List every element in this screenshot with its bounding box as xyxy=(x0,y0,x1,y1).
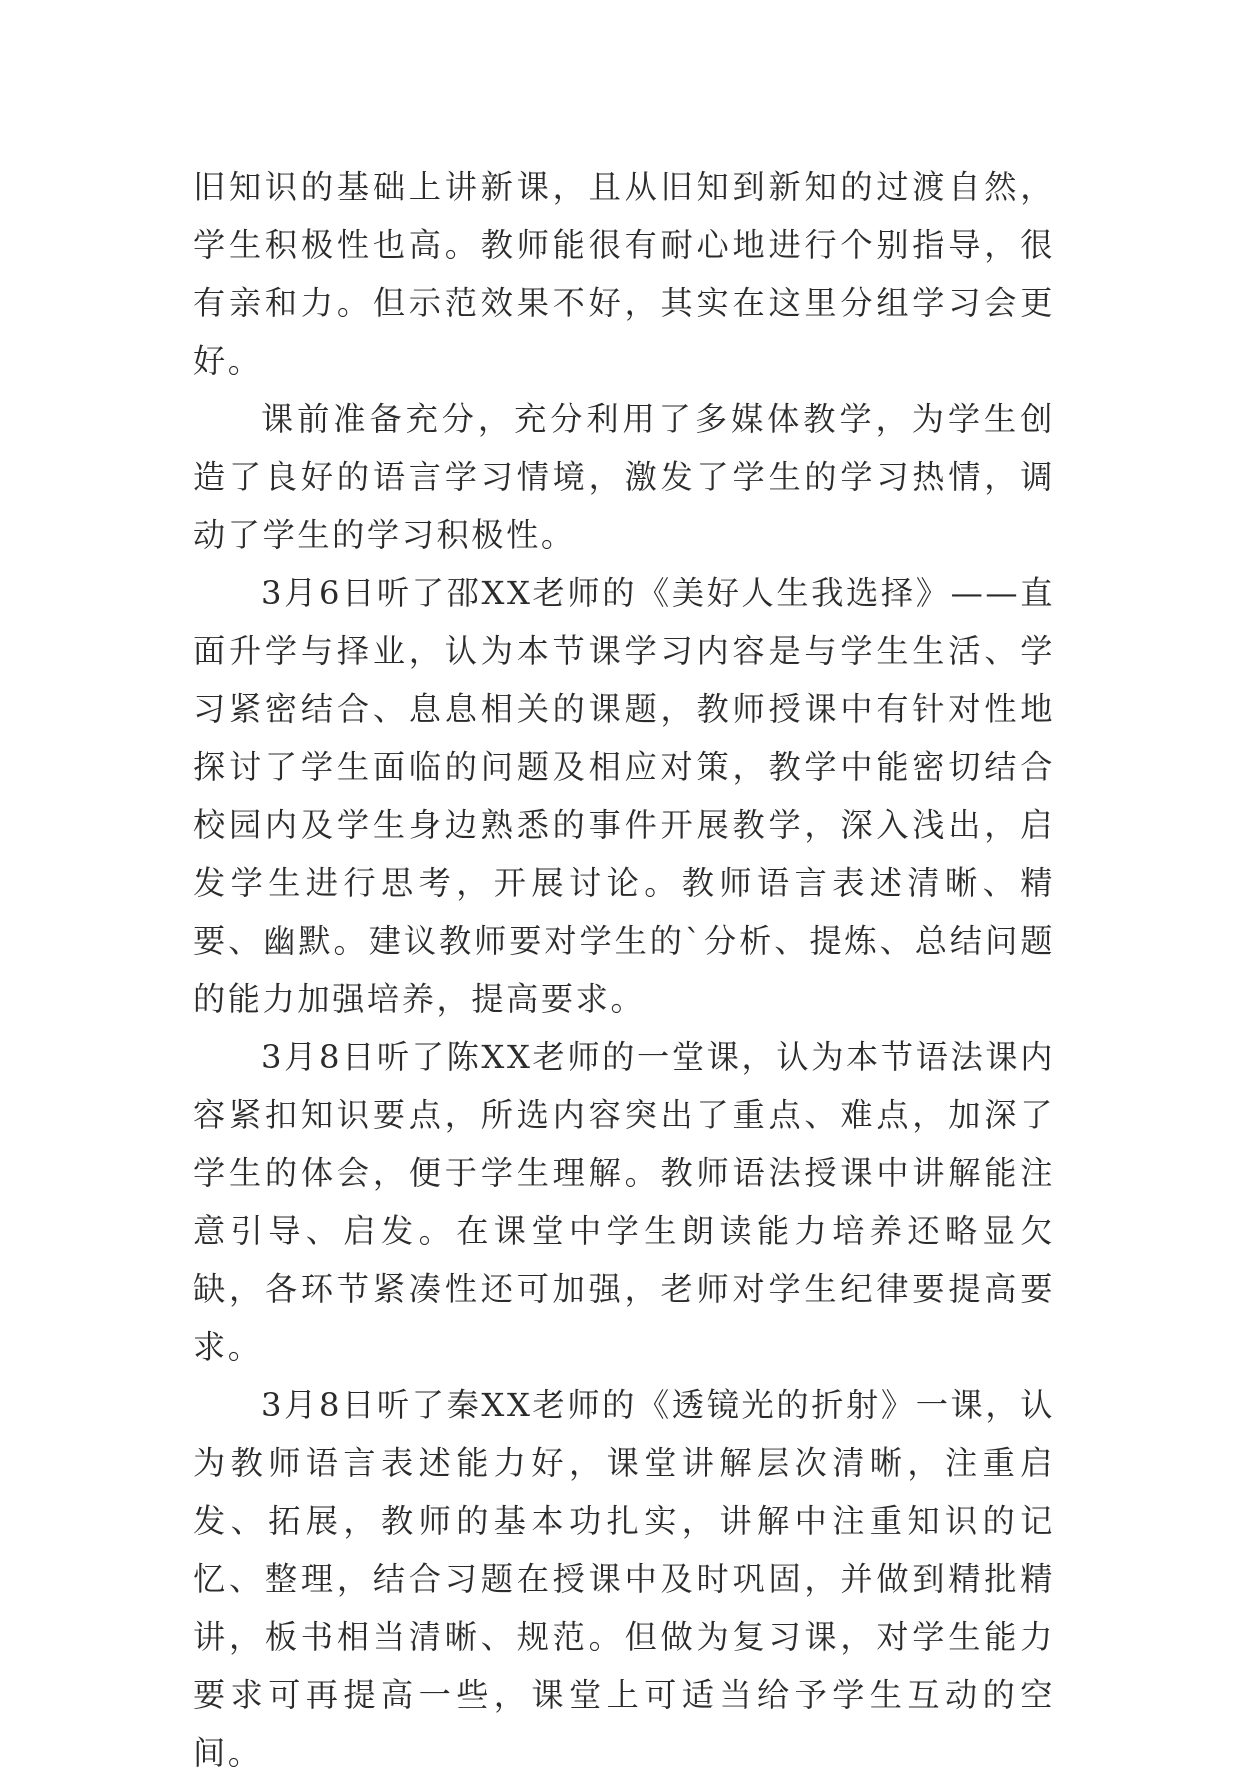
paragraph-5: 3月8日听了秦XX老师的《透镜光的折射》一课，认为教师语言表述能力好，课堂讲解层次清晰，注重启发、拓展，教师的基本功扎实，讲解中注重知识的记忆、整理，结合习题在授课中及时巩固，并做到精批精讲，板书相当清晰、规范。但做为复习课，对学生能力要求可再提高一些，课堂上可适当给予学生互动的空间。 xyxy=(193,1386,1055,1772)
paragraph-1: 旧知识的基础上讲新课，且从旧知到新知的过渡自然，学生积极性也高。教师能很有耐心地进行个别指导，很有亲和力。但示范效果不好，其实在这里分组学习会更好。 xyxy=(193,168,1055,380)
paragraph-4: 3月8日听了陈XX老师的一堂课，认为本节语法课内容紧扣知识要点，所选内容突出了重点、难点，加深了学生的体会，便于学生理解。教师语法授课中讲解能注意引导、启发。在课堂中学生朗读能力培养还略显欠缺，各环节紧凑性还可加强，老师对学生纪律要提高要求。 xyxy=(193,1038,1055,1366)
paragraph-2: 课前准备充分，充分利用了多媒体教学，为学生创造了良好的语言学习情境，激发了学生的学习热情，调动了学生的学习积极性。 xyxy=(193,400,1055,554)
paragraph-3: 3月6日听了邵XX老师的《美好人生我选择》——直面升学与择业，认为本节课学习内容是与学生生活、学习紧密结合、息息相关的课题，教师授课中有针对性地探讨了学生面临的问题及相应对策，教学中能密切结合校园内及学生身边熟悉的事件开展教学，深入浅出，启发学生进行思考，开展讨论。教师语言表述清晰、精要、幽默。建议教师要对学生的`分析、提炼、总结问题的能力加强培养，提高要求。 xyxy=(193,574,1055,1018)
document-body xyxy=(193,158,1055,1782)
